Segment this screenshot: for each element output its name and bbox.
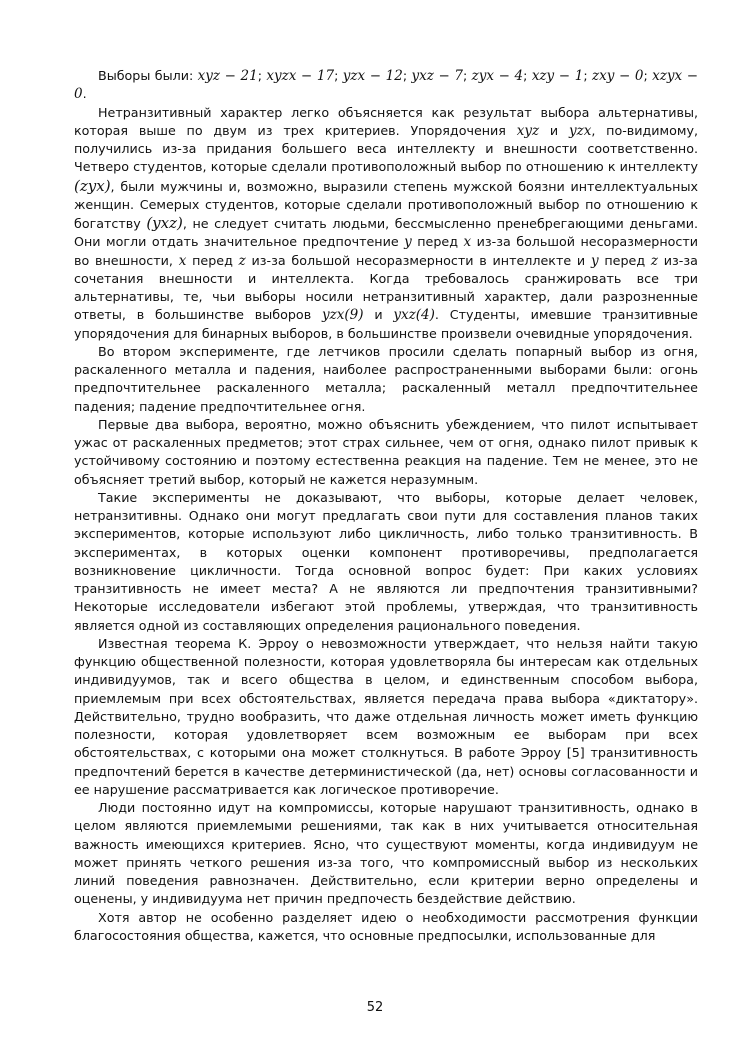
paragraph-choices: Выборы были: xyz − 21; xyzx − 17; yzx − 12; yxz − 7; zyx − 4; xzy − 1; zxy − 0; xzyx − 0.	[74, 68, 699, 103]
paragraph-1	[74, 104, 698, 343]
p1-text-i: из-за большой несоразмерности в интеллекте и	[251, 252, 586, 268]
math-x: x	[463, 234, 472, 251]
p1-text-b: и	[549, 122, 559, 138]
math-z: z	[238, 252, 246, 269]
choice-item: xzyx − 0	[74, 68, 699, 103]
math-y: y	[590, 252, 599, 269]
p1-text-j: перед	[604, 252, 646, 268]
math-yzx: yzx	[568, 122, 592, 139]
p1-text-m: . Студенты, имевшие транзитивные упорядочения для бинарных выборов, в большинстве произвели очевидные упорядочения.	[74, 307, 698, 341]
choice-item: xyz − 21	[197, 68, 258, 84]
paragraph-4: Такие эксперименты не доказывают, что выборы, которые делает человек, нетранзитивны. Однако они могут предлагать свои пути для составления планов таких экспериментов, которые используют либо цикличность, либо только транзитивность. В экспериментах, в которых оценки компонент противоречивы, предполагается возникновение цикличности. Тогда основной вопрос будет: При каких условиях транзитивность не имеет места? А не являются ли предпочтения транзитивными? Некоторые исследователи избегают этой проблемы, утверждая, что транзитивность является одной из составляющих определения рационального поведения.	[74, 489, 698, 633]
math-z: z	[650, 252, 659, 269]
page-number: 52	[366, 1000, 384, 1015]
paragraph-5: Известная теорема К. Эрроу о невозможности утверждает, что нельзя найти такую функцию общественной полезности, которая удовлетворяла бы интересам как отдельных индивидуумов, так и всего общества в целом, и единственным способом выбора, приемлемым при всех обстоятельствах, является передача права выбора «диктатору». Действительно, трудно вообразить, что даже отдельная личность может иметь функцию полезности, которая удовлетворяет всем возможным ее выборам при всех обстоятельствах, с которыми она может столкнуться. В работе Эрроу [5] транзитивность предпочтений берется в качестве детерминистической (да, нет) основы согласованности и ее нарушение рассматривается как логическое противоречие.	[74, 635, 698, 797]
p1-text-d: , были мужчины и, возможно, выразили степень мужской боязни интеллектуальных женщин. Семерых студентов, которые сделали противоположный выбор по отношению к богатству	[74, 178, 698, 231]
p1-text-g: из-за большой несоразмерности во внешности,	[74, 234, 698, 268]
math-yzx-9: yzx(9)	[322, 307, 364, 324]
paragraph-2: Во втором эксперименте, где летчиков просили сделать попарный выбор из огня, раскаленного металла и падения, наиболее распространенными выборами были: огонь предпочтительнее раскаленного металла; раскаленный металл предпочтительнее падения; падение предпочтительнее огня.	[74, 343, 698, 414]
choice-item: zyx − 4	[471, 68, 524, 84]
math-zyx: (zyx)	[74, 176, 111, 195]
math-x: x	[178, 252, 187, 269]
paragraph-7: Хотя автор не особенно разделяет идею о необходимости рассмотрения функции благосостояния общества, кажется, что основные предпосылки, использованные для	[74, 909, 698, 943]
p1-text-e: , не следует считать людьми, бессмысленно пренебрегающими деньгами. Они могли отдать значительное предпочтение	[74, 216, 698, 250]
choice-item: yzx − 12	[342, 68, 403, 84]
p1-text-h: перед	[192, 252, 233, 268]
p1-text-f: перед	[417, 234, 458, 250]
p1-text-a: Нетранзитивный характер легко объясняется как результат выбора альтернативы, которая выше по двум из трех критериев. Упорядочения	[74, 104, 698, 138]
math-y: y	[404, 234, 412, 251]
math-yxz-4: yxz(4)	[393, 307, 435, 324]
body-text	[74, 67, 698, 945]
math-xyz: xyz	[516, 122, 540, 139]
p1-text-k: из-за сочетания внешности и интеллекта. Когда требовалось сранжировать все три альтернативы, те, чьи выборы носили нетранзитивный характер, дали разрозненные ответы, в большинстве выборов	[74, 252, 698, 323]
choice-item: zxy − 0	[591, 68, 644, 84]
math-yxz: (yxz)	[146, 214, 183, 232]
p1-text-l: и	[374, 307, 383, 323]
choices-prefix: Выборы были:	[98, 68, 194, 83]
choice-item: yxz − 7	[411, 68, 463, 84]
choice-item: xzy − 1	[531, 68, 584, 84]
p1-text-c: , по-видимому, получились из-за придания большего веса интеллекту и внешности соответственно. Четверо студентов, которые сделали противоположный выбор по отношению к интеллекту	[74, 122, 698, 175]
paragraph-6: Люди постоянно идут на компромиссы, которые нарушают транзитивность, однако в целом являются приемлемыми решениями, так как в них учитывается относительная важность имеющихся критериев. Ясно, что существуют моменты, когда индивидуум не может принять четкого решения из-за того, что компромиссный выбор из нескольких линий поведения равнозначен. Действительно, если критерии верно определены и оценены, у индивидуума нет причин предпочесть бездействие действию.	[74, 800, 698, 907]
paragraph-3: Первые два выбора, вероятно, можно объяснить убеждением, что пилот испытывает ужас от раскаленных предметов; этот страх сильнее, чем от огня, однако пилот привык к устойчивому состоянию и поэтому естественна реакция на падение. Тем не менее, это не объясняет третий выбор, который не кажется неразумным.	[74, 416, 698, 487]
choice-item: xyzx − 17	[266, 68, 335, 84]
